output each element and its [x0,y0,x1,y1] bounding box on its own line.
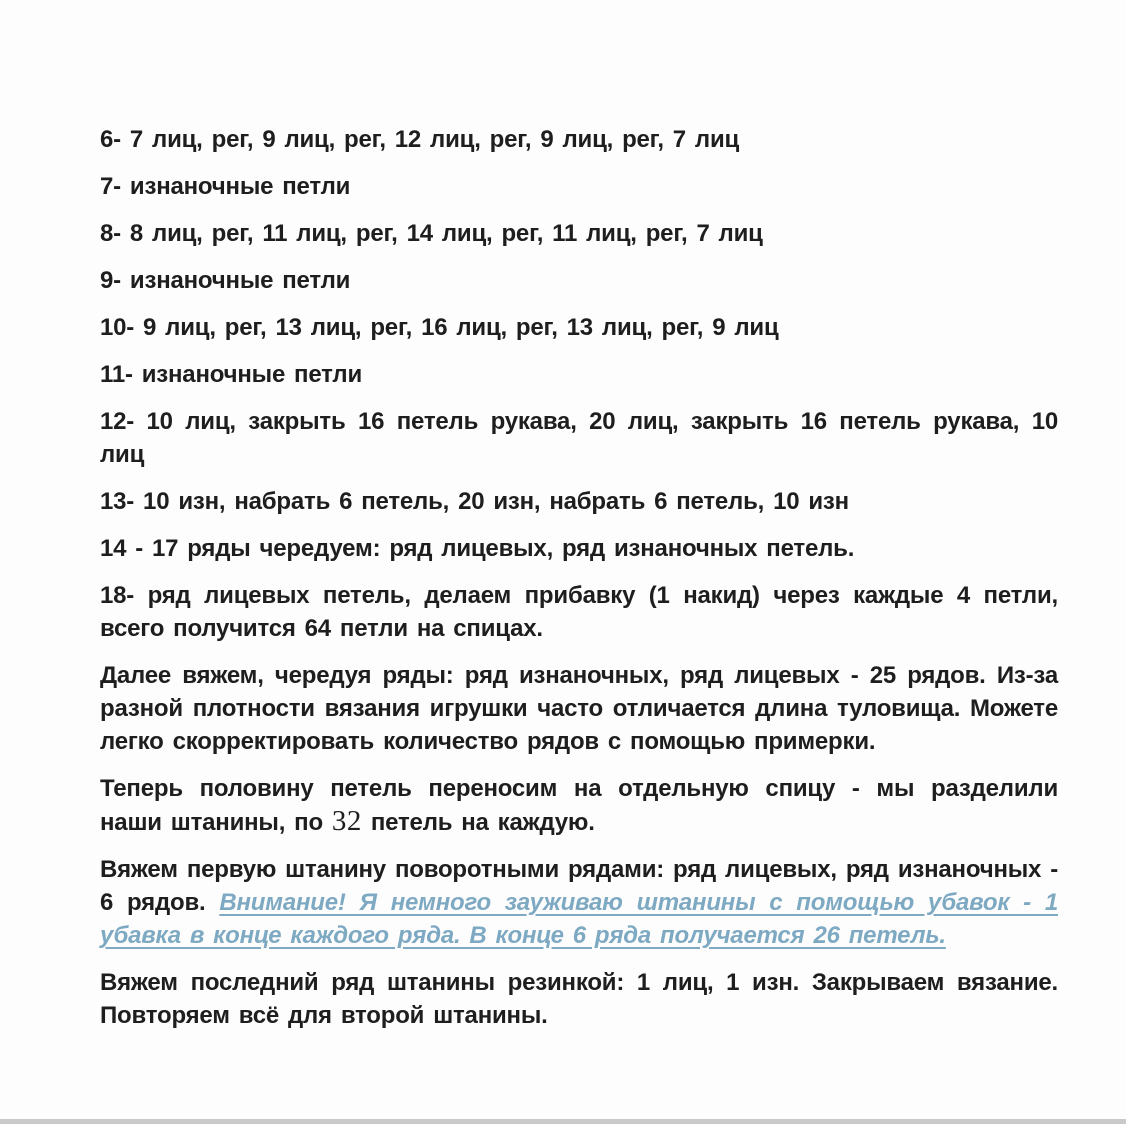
pattern-row-9: 9- изнаночные петли [100,267,351,294]
split-stitches-paragraph [100,772,1058,839]
pattern-row-8: 8- 8 лиц, рег, 11 лиц, рег, 14 лиц, рег, 11 лиц, рег, 7 лиц [100,220,763,247]
split-stitches-text-after: петель на каждую. [361,809,595,836]
pattern-row-18: 18- ряд лицевых петель, делаем прибавку (1 накид) через каждые 4 петли, всего получится 64 петли на спицах. [100,582,1058,642]
attention-note-link[interactable]: Внимание! Я немного зауживаю штанины с помощью убавок - 1 убавка в конце каждого ряда. В конце 6 ряда получается 26 петель. [100,889,1058,949]
pattern-row-6: 6- 7 лиц, рег, 9 лиц, рег, 12 лиц, рег, 9 лиц, рег, 7 лиц [100,126,740,153]
split-stitches-text-before: Теперь половину петель переносим на отдельную спицу - мы разделили наши штанины, по [100,775,1058,836]
pattern-row-10: 10- 9 лиц, рег, 13 лиц, рег, 16 лиц, рег, 13 лиц, рег, 9 лиц [100,314,779,341]
first-leg-paragraph [100,853,1058,952]
stitch-count-number: 32 [331,805,362,837]
pattern-row-12: 12- 10 лиц, закрыть 16 петель рукава, 20 лиц, закрыть 16 петель рукава, 10 лиц [100,408,1058,468]
last-row-paragraph: Вяжем последний ряд штанины резинкой: 1 лиц, 1 изн. Закрываем вязание. Повторяем всё для второй штанины. [100,969,1058,1029]
page-bottom-border [0,1119,1126,1124]
knitting-instructions [100,123,1058,1046]
pattern-row-14-17: 14 - 17 ряды чередуем: ряд лицевых, ряд изнаночных петель. [100,535,855,562]
first-leg-text: Вяжем первую штанину поворотными рядами: ряд лицевых, ряд изнаночных - 6 рядов. [100,856,1058,916]
pattern-row-7: 7- изнаночные петли [100,173,351,200]
pattern-row-11: 11- изнаночные петли [100,361,363,388]
pattern-row-13: 13- 10 изн, набрать 6 петель, 20 изн, набрать 6 петель, 10 изн [100,488,849,515]
body-rows-paragraph: Далее вяжем, чередуя ряды: ряд изнаночных, ряд лицевых - 25 рядов. Из-за разной плотности вязания игрушки часто отличается длина туловища. Можете легко скорректировать количество рядов с помощью примерки. [100,662,1058,755]
